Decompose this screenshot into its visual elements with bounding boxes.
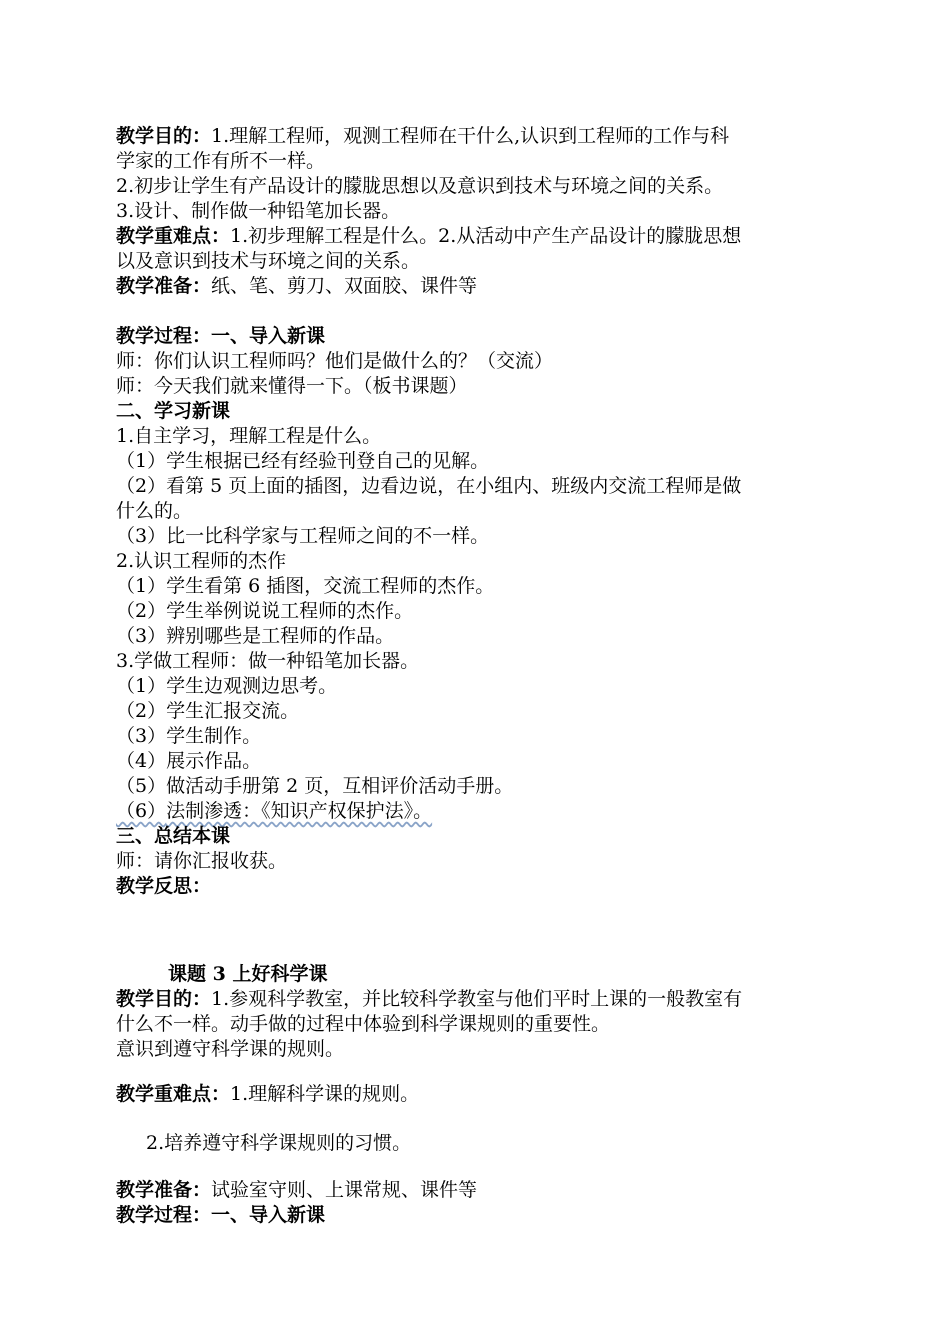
s2-prep-text: 试验室守则、上课常规、课件等 [211, 1179, 478, 1201]
s2-goal-line-2: 什么不一样。动手做的过程中体验到科学课规则的重要性。 [116, 1013, 611, 1035]
s2-goal-text: 1.参观科学教室，并比较科学教室与他们平时上课的一般教室有 [211, 988, 743, 1010]
process-line-9: （1）学生看第 6 插图，交流工程师的杰作。 [116, 575, 495, 597]
process-heading-2: 二、学习新课 [116, 400, 231, 422]
key-text: 1.初步理解工程是什么。2.从活动中产生产品设计的朦胧思想 [230, 225, 742, 247]
process-line-10: （2）学生举例说说工程师的杰作。 [116, 600, 414, 622]
process-line-3: 1.自主学习，理解工程是什么。 [116, 425, 382, 447]
key-line-1 [116, 224, 741, 249]
goal-line-2: 学家的工作有所不一样。 [116, 150, 326, 172]
prep-label: 教学准备： [116, 275, 212, 297]
goal-line-4: 3.设计、制作做一种铅笔加长器。 [116, 200, 401, 222]
s2-key-text: 1.理解科学课的规则。 [230, 1083, 420, 1105]
lesson-title: 课题 3 上好科学课 [168, 963, 328, 985]
key-line-2: 以及意识到技术与环境之间的关系。 [116, 250, 421, 272]
prep-line [116, 274, 477, 299]
prep-text: 纸、笔、剪刀、双面胶、课件等 [211, 275, 478, 297]
process-line-1: 师：你们认识工程师吗？他们是做什么的？（交流） [116, 350, 554, 372]
process-line-18-wavy: 法制渗透：《知识产权保护法》。 [166, 800, 433, 822]
s2-goal-label: 教学目的： [116, 988, 212, 1010]
goal-text: 1.理解工程师，观测工程师在干什么,认识到工程师的工作与科 [211, 125, 730, 147]
goal-label: 教学目的： [116, 125, 212, 147]
process-label: 教学过程： [116, 325, 212, 347]
process-line-2: 师：今天我们就来懂得一下。（板书课题） [116, 375, 468, 397]
process-line-12: 3.学做工程师：做一种铅笔加长器。 [116, 650, 420, 672]
process-line-13: （1）学生边观测边思考。 [116, 675, 338, 697]
goal-line-3: 2.初步让学生有产品设计的朦胧思想以及意识到技术与环境之间的关系。 [116, 175, 724, 197]
process-line-14: （2）学生汇报交流。 [116, 700, 300, 722]
reflect-label: 教学反思： [116, 875, 212, 897]
s2-process-label: 教学过程： [116, 1204, 212, 1226]
process-line-18 [116, 799, 432, 824]
s2-goal-line-3: 意识到遵守科学课的规则。 [116, 1038, 345, 1060]
s2-key-label: 教学重难点： [116, 1083, 231, 1105]
s2-key-line-2: 2.培养遵守科学课规则的习惯。 [146, 1132, 412, 1154]
process-heading [116, 324, 325, 349]
s2-goal-line-1 [116, 987, 742, 1012]
s2-key-line-1 [116, 1082, 419, 1107]
process-line-15: （3）学生制作。 [116, 725, 262, 747]
key-label: 教学重难点： [116, 225, 231, 247]
process-line-8: 2.认识工程师的杰作 [116, 550, 287, 572]
process-line-6: 什么的。 [116, 500, 193, 522]
process-line-4: （1）学生根据已经有经验刊登自己的见解。 [116, 450, 490, 472]
s2-process-step-1: 一、导入新课 [211, 1204, 326, 1226]
process-line-7: （3）比一比科学家与工程师之间的不一样。 [116, 525, 490, 547]
goal-line-1 [116, 124, 729, 149]
process-line-19: 师：请你汇报收获。 [116, 850, 288, 872]
process-step-1: 一、导入新课 [211, 325, 326, 347]
s2-prep-line [116, 1178, 477, 1203]
process-heading-3: 三、总结本课 [116, 825, 231, 847]
process-line-18-prefix: （6） [116, 800, 167, 822]
s2-prep-label: 教学准备： [116, 1179, 212, 1201]
process-line-11: （3）辨别哪些是工程师的作品。 [116, 625, 395, 647]
process-line-5: （2）看第 5 页上面的插图，边看边说，在小组内、班级内交流工程师是做 [116, 475, 742, 497]
process-line-17: （5）做活动手册第 2 页，互相评价活动手册。 [116, 775, 514, 797]
s2-process-heading [116, 1203, 325, 1228]
process-line-16: （4）展示作品。 [116, 750, 262, 772]
